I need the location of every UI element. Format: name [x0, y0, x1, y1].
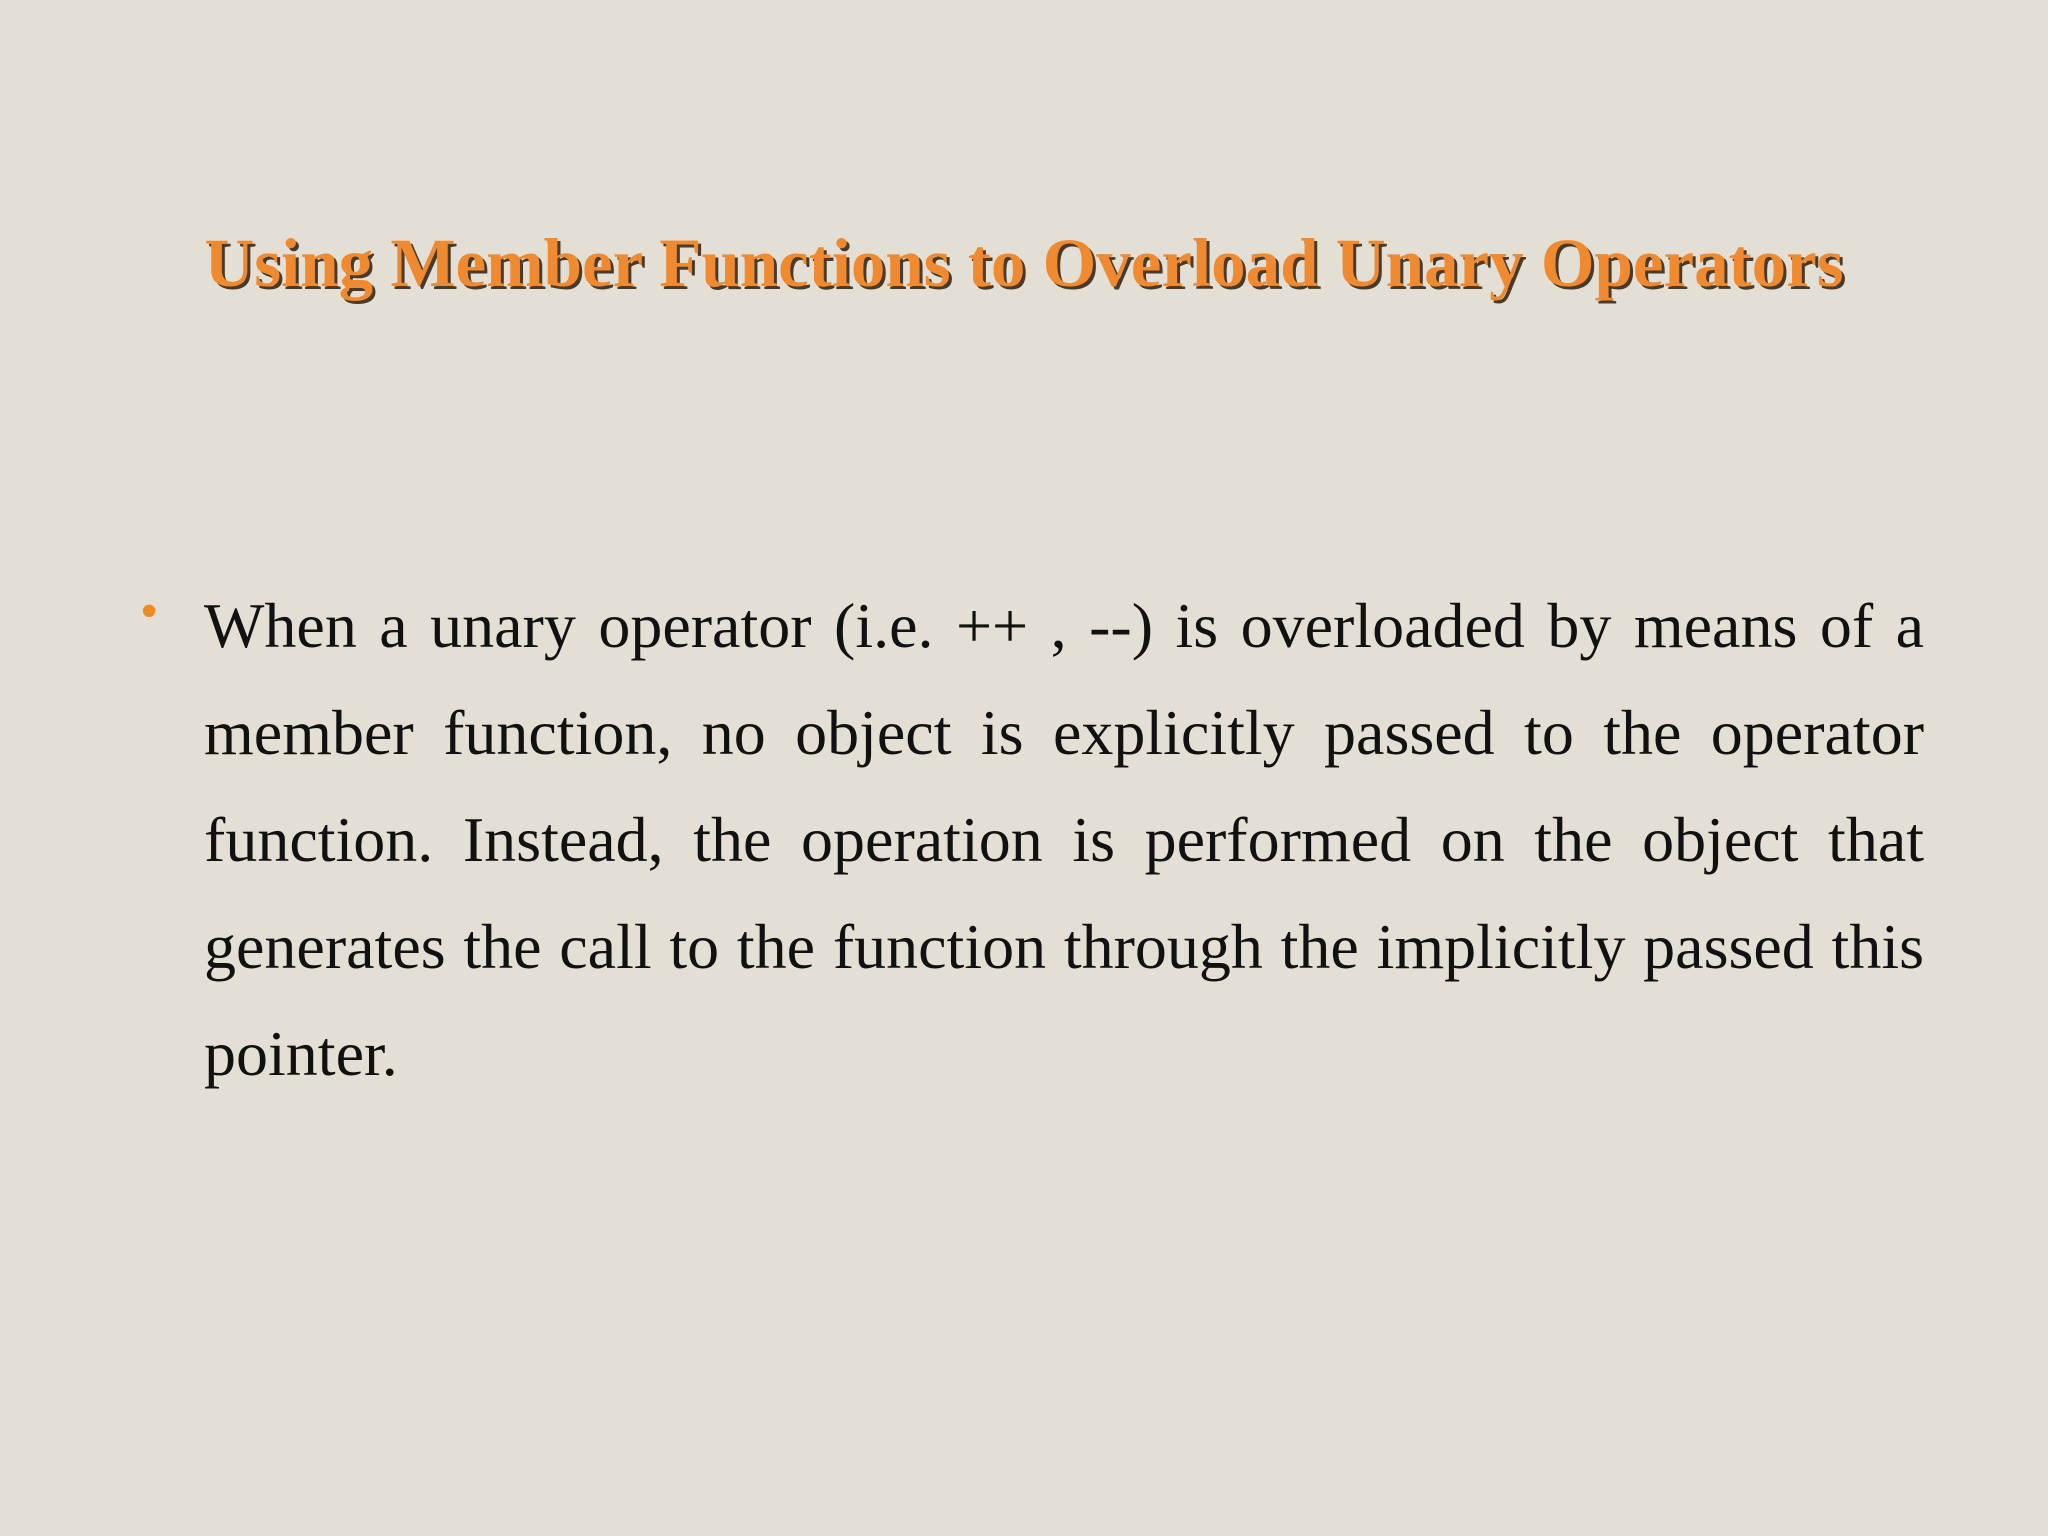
bullet-dot-icon: •: [140, 583, 159, 640]
bullet-text: When a unary operator (i.e. ++ , --) is overloaded by means of a member function, no object is explicitly passed to the operator function. Instead, the operation is performed on the object that generates the call to the function through the implicitly passed this pointer.: [204, 590, 1924, 1089]
slide-title: Using Member Functions to Overload Unary Operators: [204, 225, 1844, 301]
